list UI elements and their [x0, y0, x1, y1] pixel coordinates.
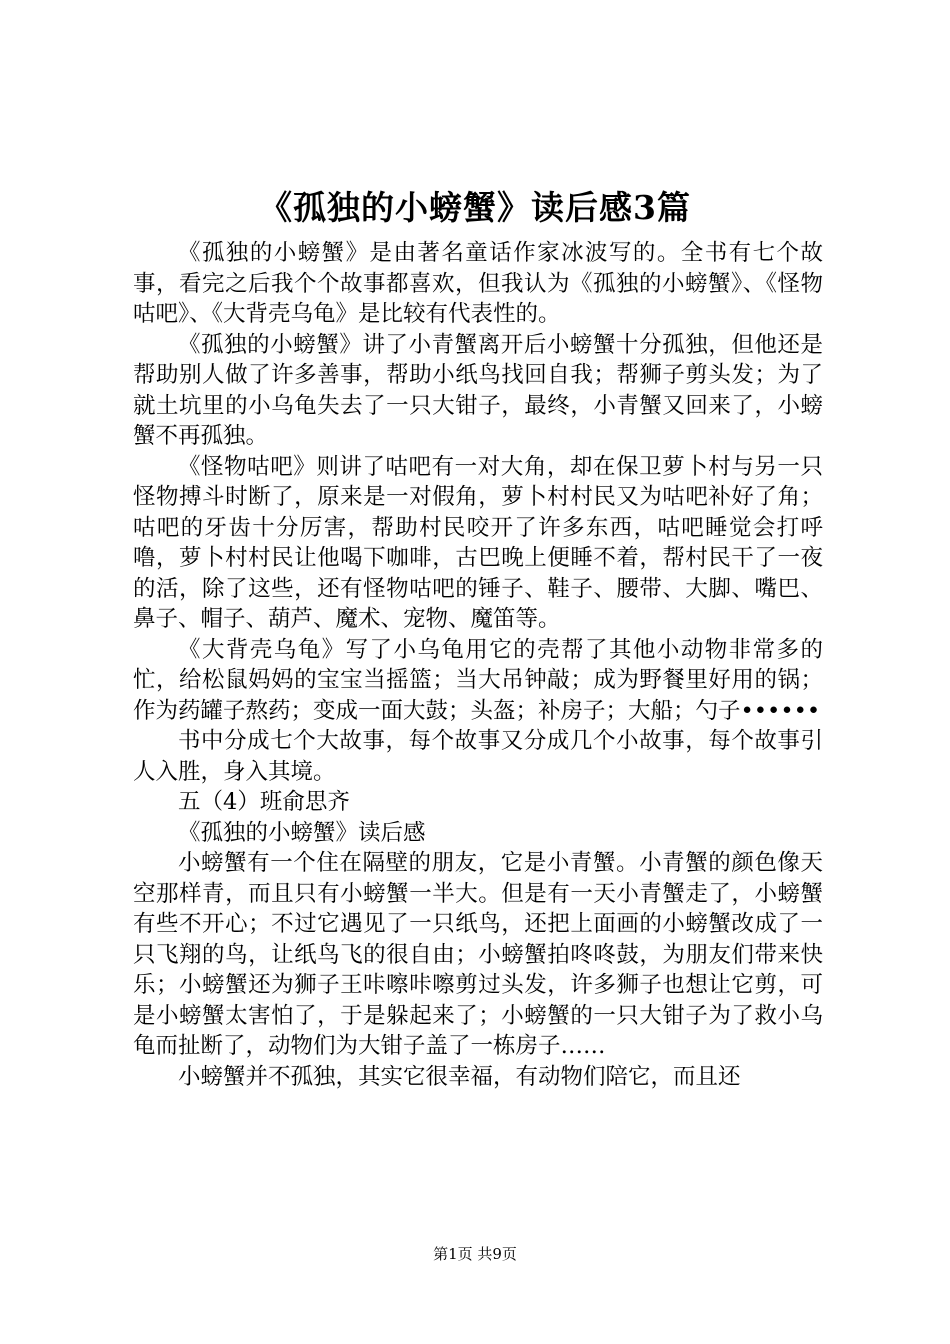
- document-body: [133, 238, 823, 1092]
- paragraph-monster-guba: 《怪物咕吧》则讲了咕吧有一对大角，却在保卫萝卜村与另一只怪物搏斗时断了，原来是一对假角，萝卜村村民又为咕吧补好了角；咕吧的牙齿十分厉害，帮助村民咬开了许多东西，咕吧睡觉会打呼噜，萝卜村村民让他喝下咖啡，古巴晚上便睡不着，帮村民干了一夜的活，除了这些，还有怪物咕吧的锤子、鞋子、腰带、大脚、嘴巴、鼻子、帽子、葫芦、魔术、宠物、魔笛等。: [133, 453, 823, 632]
- paragraph-second-review: 小螃蟹有一个住在隔壁的朋友，它是小青蟹。小青蟹的颜色像天空那样青，而且只有小螃蟹一半大。但是有一天小青蟹走了，小螃蟹有些不开心；不过它遇见了一只纸鸟，还把上面画的小螃蟹改成了一只飞翔的鸟，让纸鸟飞的很自由；小螃蟹拍咚咚鼓，为朋友们带来快乐；小螃蟹还为狮子王咔嚓咔嚓剪过头发，许多狮子也想让它剪，可是小螃蟹太害怕了，于是躲起来了；小螃蟹的一只大钳子为了救小乌龟而扯断了，动物们为大钳子盖了一栋房子……: [133, 850, 823, 1059]
- author-line: 五（4）班俞思齐: [178, 789, 350, 815]
- paragraph-lonely-crab: 《孤独的小螃蟹》讲了小青蟹离开后小螃蟹十分孤独，但他还是帮助别人做了许多善事，帮助小纸鸟找回自我；帮狮子剪头发；为了就土坑里的小乌龟失去了一只大钳子，最终，小青蟹又回来了，小螃蟹不再孤独。: [133, 331, 823, 449]
- section-heading: 《孤独的小螃蟹》读后感: [178, 819, 426, 846]
- paragraph-continuation: 小螃蟹并不孤独，其实它很幸福，有动物们陪它，而且还: [178, 1063, 741, 1090]
- paragraph-summary: 书中分成七个大故事，每个故事又分成几个小故事，每个故事引人入胜，身入其境。: [133, 728, 823, 785]
- paragraph-big-turtle: 《大背壳乌龟》写了小乌龟用它的壳帮了其他小动物非常多的忙，给松鼠妈妈的宝宝当摇篮；当大吊钟敲；成为野餐里好用的锅；作为药罐子熬药；变成一面大鼓；头盔；补房子；大船；勺子••••••: [133, 636, 823, 724]
- page-footer: 第1页 共9页: [433, 1245, 517, 1263]
- paragraph-intro: 《孤独的小螃蟹》是由著名童话作家冰波写的。全书有七个故事，看完之后我个个故事都喜欢，但我认为《孤独的小螃蟹》、《怪物咕吧》、《大背壳乌龟》是比较有代表性的。: [133, 240, 823, 327]
- document-title: 《孤独的小螃蟹》读后感3篇: [259, 188, 691, 227]
